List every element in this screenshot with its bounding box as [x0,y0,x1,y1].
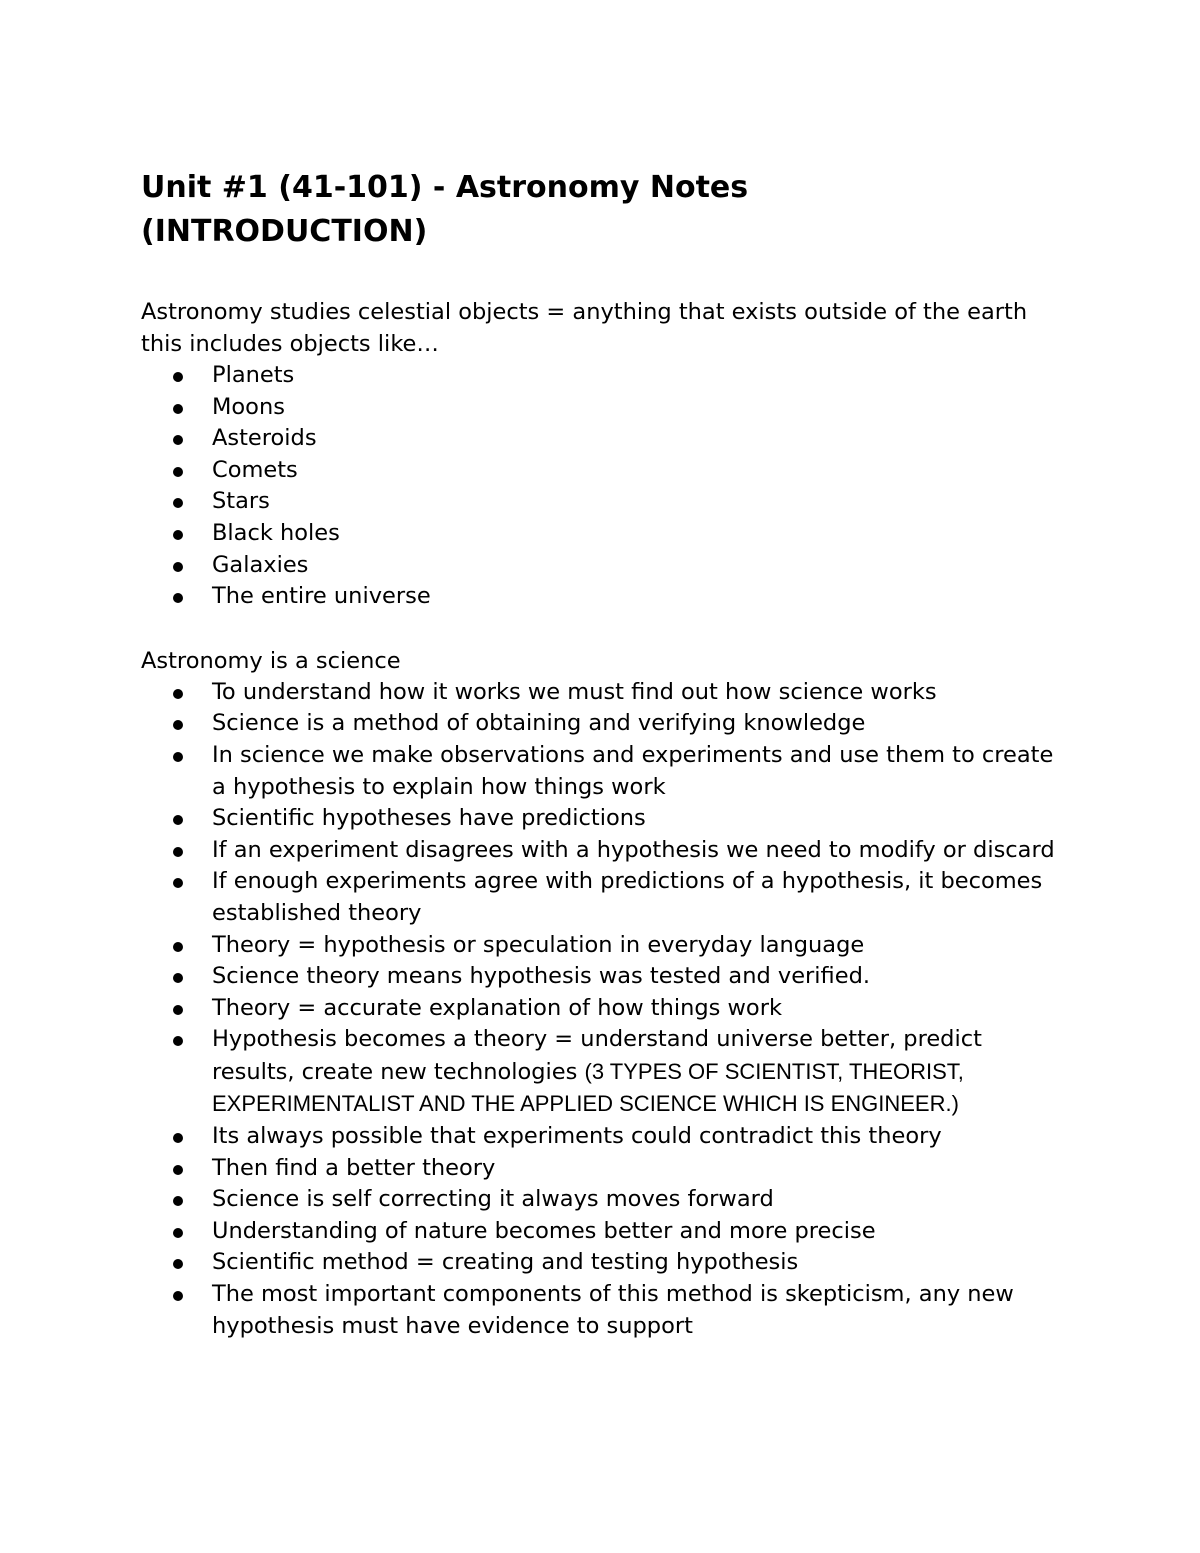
list-item: If an experiment disagrees with a hypothesis we need to modify or discard [141,835,1071,867]
document-page [141,166,1071,1342]
bullet-icon [173,562,183,572]
scientist-types-note: (3 TYPES OF SCIENTIST, THEORIST, EXPERIMENTALIST AND THE APPLIED SCIENCE WHICH IS ENGINEER.) [212,1058,964,1117]
list-item: In science we make observations and experiments and use them to create a hypothesis to explain how things work [141,740,1071,803]
list-item: To understand how it works we must find out how science works [141,677,1071,709]
list-item: Theory = hypothesis or speculation in everyday language [141,930,1071,962]
section-2-intro: Astronomy is a science [141,647,401,674]
bullet-icon [173,435,183,445]
bullet-icon [173,404,183,414]
list-item: Black holes [141,518,1071,550]
science-notes-list [141,677,1071,1342]
list-item: The entire universe [141,581,1071,613]
celestial-objects-list [141,360,1071,613]
list-item: Then find a better theory [141,1153,1071,1185]
title-line-1: Unit #1 (41-101) - Astronomy Notes [141,170,749,205]
list-item: The most important components of this method is skepticism, any new hypothesis must have evidence to support [141,1279,1071,1342]
bullet-icon [173,1133,183,1143]
list-item: Comets [141,455,1071,487]
bullet-icon [173,467,183,477]
bullet-icon [173,1291,183,1301]
bullet-icon [173,372,183,382]
list-item: If enough experiments agree with predictions of a hypothesis, it becomes established theory [141,866,1071,929]
list-item: Scientific hypotheses have predictions [141,803,1071,835]
list-item: Hypothesis becomes a theory = understand universe better, predict results, create new technologies (3 TYPES OF SCIENTIST, THEORIST, EXPERIMENTALIST AND THE APPLIED SCIENCE WHICH IS ENGINEER.) [141,1024,1071,1121]
bullet-icon [173,973,183,983]
list-item: Asteroids [141,423,1071,455]
document-title [141,166,1071,254]
bullet-icon [173,498,183,508]
bullet-icon [173,942,183,952]
list-item: Understanding of nature becomes better and more precise [141,1216,1071,1248]
bullet-icon [173,1005,183,1015]
list-item: Galaxies [141,550,1071,582]
section-celestial-objects [141,296,1071,613]
bullet-icon [173,1228,183,1238]
section-astronomy-science [141,645,1071,1342]
list-item: Its always possible that experiments could contradict this theory [141,1121,1071,1153]
section-1-intro: Astronomy studies celestial objects = anything that exists outside of the earth this includes objects like… [141,299,1028,357]
bullet-icon [173,1196,183,1206]
title-line-2: (INTRODUCTION) [141,214,428,249]
bullet-icon [173,752,183,762]
list-item: Science theory means hypothesis was tested and verified. [141,961,1071,993]
bullet-icon [173,720,183,730]
list-item: Moons [141,392,1071,424]
bullet-icon [173,689,183,699]
bullet-icon [173,1165,183,1175]
bullet-icon [173,593,183,603]
list-item: Science is self correcting it always moves forward [141,1184,1071,1216]
bullet-icon [173,1036,183,1046]
list-item: Theory = accurate explanation of how things work [141,993,1071,1025]
bullet-icon [173,847,183,857]
bullet-icon [173,530,183,540]
list-item: Science is a method of obtaining and verifying knowledge [141,708,1071,740]
list-item: Scientific method = creating and testing hypothesis [141,1247,1071,1279]
bullet-icon [173,878,183,888]
list-item: Stars [141,486,1071,518]
list-item: Planets [141,360,1071,392]
bullet-icon [173,1259,183,1269]
bullet-icon [173,815,183,825]
